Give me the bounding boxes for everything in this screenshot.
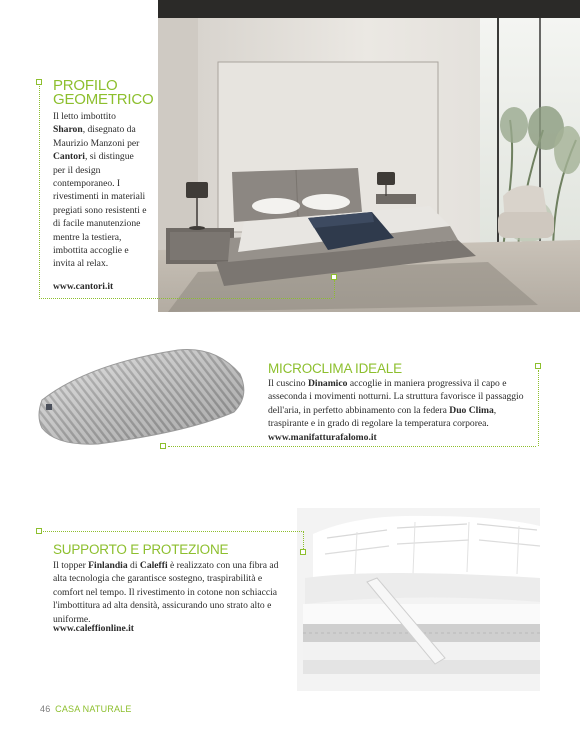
section-body-text <box>268 377 534 444</box>
magazine-name: CASA NATURALE <box>55 704 132 714</box>
section-title-profilo <box>53 79 154 107</box>
section-body-text <box>53 110 148 271</box>
dotted-guide-horizontal <box>168 446 536 447</box>
text-run: Il letto imbottito <box>53 111 116 122</box>
bold-term: Cantori <box>53 151 85 163</box>
bedroom-illustration <box>158 0 580 312</box>
text-run: , si distingue per il design contemporaneo. I rivestimenti in materiali pregiati sono resistenti e di facile manutenzione mentre la testiera, imbottita accoglie e invita al relax. <box>53 151 147 270</box>
text-run: Il cuscino <box>268 378 308 389</box>
corner-marker <box>300 549 306 555</box>
corner-marker <box>36 79 42 85</box>
dotted-guide-vertical <box>303 531 304 549</box>
corner-marker <box>535 363 541 369</box>
pillow-illustration <box>28 340 258 450</box>
section-body-text <box>53 559 286 626</box>
page-number: 46 <box>40 704 51 714</box>
bold-term: Dinamico <box>307 378 348 389</box>
page-footer <box>40 704 132 714</box>
pillow-photo <box>28 340 258 450</box>
text-run: accoglie in maniera progressiva il capo e asseconda i movimenti notturni. La struttura favorisce il passaggio dell'aria, in perfetto abbinamento con la federa <box>268 378 524 416</box>
bold-term: Duo Clima <box>449 404 494 416</box>
topper-photo <box>297 508 540 691</box>
title-line: PROFILO <box>53 77 118 94</box>
text-run: Il topper <box>53 560 89 571</box>
dotted-guide-horizontal <box>39 298 332 299</box>
corner-marker <box>36 528 42 534</box>
text-run: , traspirante e in grado di regolare la temperatura corporea. <box>268 404 497 430</box>
caleffi-url[interactable]: www.caleffionline.it <box>53 623 135 634</box>
bold-term: Finlandia <box>88 560 128 571</box>
dotted-guide-vertical <box>538 370 539 446</box>
text-run: , disegnato da Maurizio Manzoni per <box>53 124 140 149</box>
section-title-microclima: MICROCLIMA IDEALE <box>268 361 402 376</box>
cantori-url[interactable]: www.cantori.it <box>53 281 114 292</box>
dotted-guide-vertical <box>334 280 335 298</box>
bedroom-photo <box>158 0 580 312</box>
text-run: di <box>127 560 140 571</box>
label-tag <box>46 404 52 410</box>
bold-term: www.manifatturafalomo.it <box>268 431 377 443</box>
dotted-guide-vertical <box>39 86 40 299</box>
corner-marker <box>160 443 166 449</box>
bold-term: Sharon <box>53 124 83 136</box>
text-run: è realizzato con una fibra ad alta tecnologia che garantisce sostegno, traspirabilità e comfort nel tempo. Il rivestimento in cotone non schiaccia l'imbottitura ad alta densità, assicurando uno strato alto e uniforme. <box>53 560 279 625</box>
bold-term: Caleffi <box>139 560 168 571</box>
dotted-guide-horizontal <box>43 531 304 532</box>
corner-marker <box>331 274 337 280</box>
section-title-supporto: SUPPORTO E PROTEZIONE <box>53 542 229 557</box>
title-line: GEOMETRICO <box>53 91 154 108</box>
topper-illustration <box>297 508 540 691</box>
